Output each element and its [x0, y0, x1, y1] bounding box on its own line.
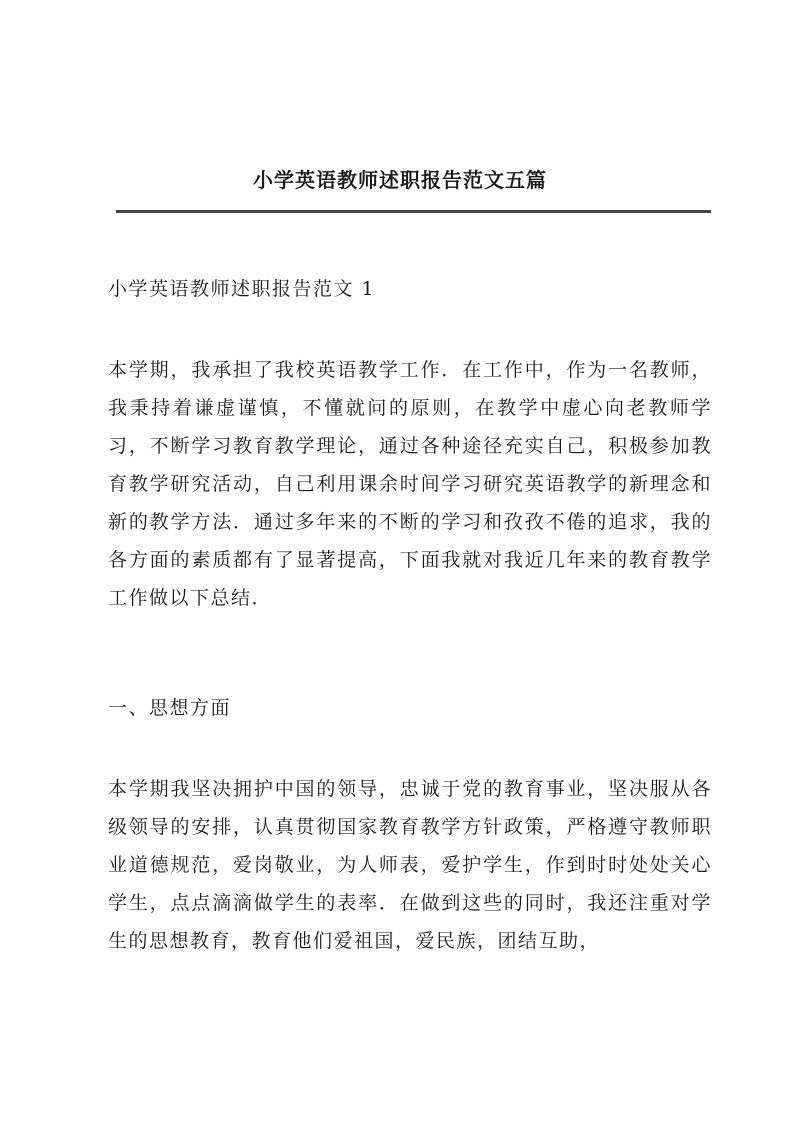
- essay-subheading: 小学英语教师述职报告范文 1: [108, 278, 376, 300]
- paragraph-2: 本学期我坚决拥护中国的领导，忠诚于党的教育事业，坚决服从各级领导的安排，认真贯彻国家教育教学方针政策，严格遵守教师职业道德规范，爱岗敬业，为人师表，爱护学生，作到时时处处关心学生，点点滴滴做学生的表率．在做到这些的同时，我还注重对学生的思想教育，教育他们爱祖国，爱民族，团结互助，: [108, 778, 712, 952]
- document-title: 小学英语教师述职报告范文五篇: [253, 168, 547, 192]
- paragraph-1: 本学期，我承担了我校英语教学工作．在工作中，作为一名教师，我秉持着谦虚谨慎，不懂就问的原则，在教学中虚心向老教师学习，不断学习教育教学理论，通过各种途径充实自己，积极参加教育教学研究活动，自己利用课余时间学习研究英语教学的新理念和新的教学方法．通过多年来的不断的学习和孜孜不倦的追求，我的各方面的素质都有了显著提高，下面我就对我近几年来的教育教学工作做以下总结．: [108, 359, 712, 609]
- title-underline: [116, 210, 711, 213]
- section-heading-thought: 一、思想方面: [108, 697, 232, 719]
